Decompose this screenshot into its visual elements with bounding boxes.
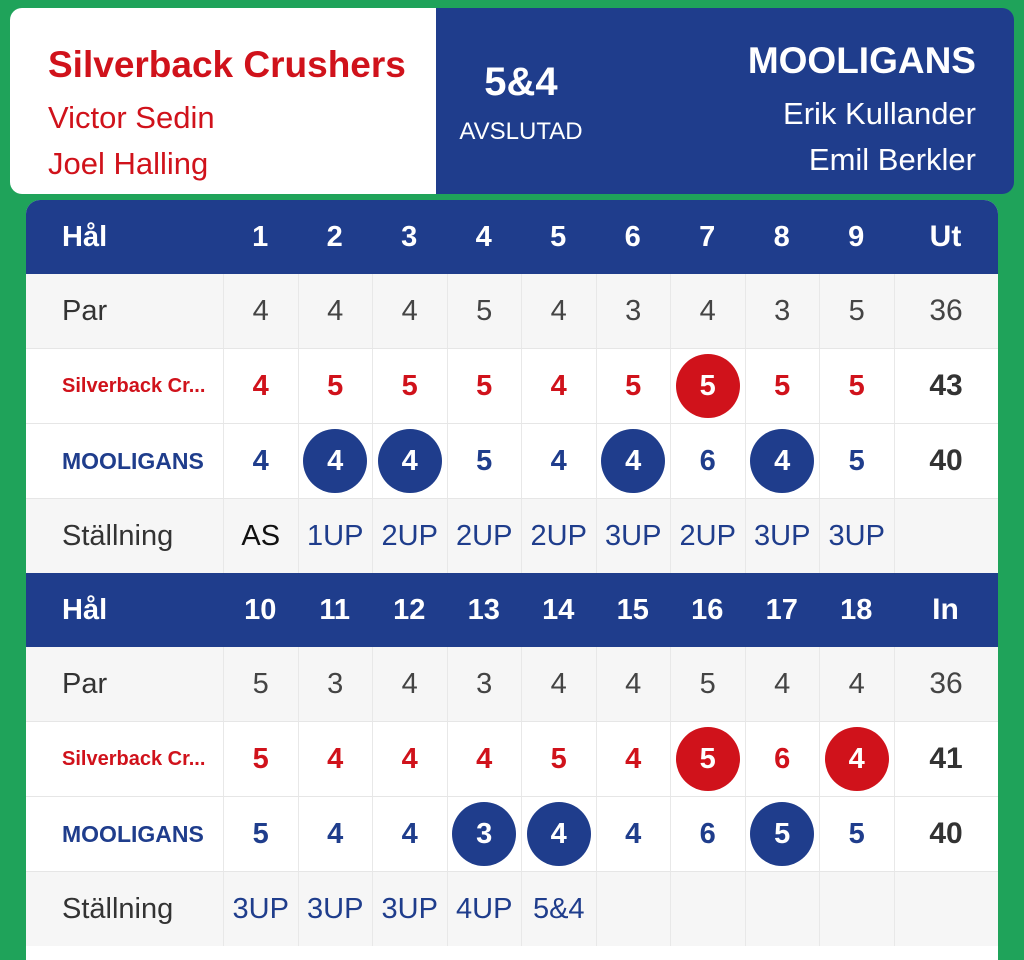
team2-score-row-cell: 5	[447, 424, 522, 498]
par-row-label: Par	[62, 294, 108, 327]
team2-score-row-cell: 6	[670, 797, 745, 871]
team2-score-row-total: 40	[894, 424, 998, 498]
team1-score-row-cell: 4	[447, 722, 522, 796]
team2-score-row-cell	[298, 424, 373, 498]
par-row-cell: 5	[223, 647, 298, 721]
standing-row-cell: 3UP	[372, 872, 447, 946]
team1-score-row-cell: 5	[745, 349, 820, 423]
hole-winner-marker: 4	[378, 429, 442, 493]
standing-row-label: Ställning	[62, 892, 174, 925]
standing-row-cell: 5&4	[521, 872, 596, 946]
standing-row-cell	[596, 872, 671, 946]
team1-score-row-label: Silverback Cr...	[62, 374, 206, 397]
team1-score-row-cell: 5	[372, 349, 447, 423]
hole-row-cell: 8	[773, 220, 790, 253]
hole-row-cell: 7	[699, 220, 716, 253]
par-row-cell: 3	[745, 274, 820, 348]
par-row-cell: 4	[372, 274, 447, 348]
team2-score-row-cell	[372, 424, 447, 498]
standing-row-cell: 3UP	[596, 499, 671, 573]
hole-row-cell: 17	[765, 593, 798, 626]
hole-row-cell: 6	[624, 220, 641, 253]
team2-score-row-label: MOOLIGANS	[62, 820, 204, 847]
hole-row-total: Ut	[929, 220, 962, 253]
standing-row-cell	[819, 872, 894, 946]
left-player-2: Joel Halling	[48, 146, 209, 181]
hole-row-cell: 16	[691, 593, 724, 626]
standing-row-cell	[745, 872, 820, 946]
team1-score-row	[26, 721, 998, 796]
hole-winner-marker: 4	[527, 802, 591, 866]
team2-score-row-cell: 4	[596, 797, 671, 871]
standing-row	[26, 498, 998, 573]
team2-score-row-cell	[745, 424, 820, 498]
standing-row-cell: 2UP	[372, 499, 447, 573]
team1-score-row-label: Silverback Cr...	[62, 747, 206, 770]
team1-score-row-cell: 4	[298, 722, 373, 796]
team2-score-row-cell: 4	[298, 797, 373, 871]
par-row-cell: 4	[372, 647, 447, 721]
team1-score-row-cell	[819, 722, 894, 796]
team1-score-row-cell: 4	[521, 349, 596, 423]
team2-score-row-cell: 5	[819, 424, 894, 498]
team1-score-row-total: 41	[894, 722, 998, 796]
hole-row-cell: 13	[467, 593, 500, 626]
standing-row-total	[894, 872, 998, 946]
hole-row-label: Hål	[62, 593, 108, 626]
team2-score-row-cell: 4	[372, 797, 447, 871]
left-team-name: Silverback Crushers	[48, 44, 406, 85]
hole-winner-marker: 5	[750, 802, 814, 866]
par-row	[26, 647, 998, 721]
hole-row-cell: 15	[616, 593, 649, 626]
par-row-cell: 4	[521, 647, 596, 721]
team1-score-row-cell: 5	[447, 349, 522, 423]
scorecard	[26, 200, 998, 960]
standing-row-cell: 2UP	[670, 499, 745, 573]
hole-winner-marker: 4	[825, 727, 889, 791]
match-header	[10, 8, 1014, 194]
standing-row-cell: 2UP	[521, 499, 596, 573]
match-result	[446, 60, 596, 146]
team2-score-row-cell: 6	[670, 424, 745, 498]
standing-row-cell: 2UP	[447, 499, 522, 573]
hole-row-cell: 11	[319, 593, 351, 626]
par-row-cell: 5	[447, 274, 522, 348]
team2-score-row-cell: 5	[223, 797, 298, 871]
right-team-names	[748, 40, 976, 188]
hole-row-cell: 18	[840, 593, 873, 626]
team1-score-row-cell: 5	[596, 349, 671, 423]
right-player-1: Erik Kullander	[783, 96, 976, 131]
hole-row-cell: 2	[326, 220, 343, 253]
hole-winner-marker: 3	[452, 802, 516, 866]
hole-winner-marker: 4	[601, 429, 665, 493]
standing-row-cell: 3UP	[223, 872, 298, 946]
par-row-cell: 5	[819, 274, 894, 348]
team1-score-row-cell: 5	[298, 349, 373, 423]
team1-score-row-cell: 5	[223, 722, 298, 796]
front-nine	[26, 200, 998, 573]
standing-row-cell: 1UP	[298, 499, 373, 573]
standing-row-cell: 3UP	[745, 499, 820, 573]
back-nine	[26, 573, 998, 946]
team1-score-row-cell	[670, 349, 745, 423]
team1-score-row-cell: 4	[372, 722, 447, 796]
hole-winner-marker: 4	[750, 429, 814, 493]
team1-score-row	[26, 348, 998, 423]
hole-row-total: In	[932, 593, 959, 626]
hole-row-cell: 1	[252, 220, 269, 253]
par-row-cell: 3	[298, 647, 373, 721]
right-player-2: Emil Berkler	[808, 142, 976, 177]
right-team-name: MOOLIGANS	[747, 40, 976, 81]
team2-score-row	[26, 796, 998, 871]
team2-score-row-cell	[447, 797, 522, 871]
hole-row-cell: 10	[244, 593, 277, 626]
par-row	[26, 274, 998, 348]
right-team-panel	[436, 8, 1014, 194]
par-row-cell: 3	[447, 647, 522, 721]
par-row-total: 36	[894, 274, 998, 348]
hole-winner-marker: 4	[303, 429, 367, 493]
hole-row	[26, 573, 998, 647]
standing-row-total	[894, 499, 998, 573]
left-team-panel	[10, 8, 436, 194]
team2-score-row-label: MOOLIGANS	[62, 447, 204, 474]
team2-score-row-total: 40	[894, 797, 998, 871]
par-row-cell: 4	[521, 274, 596, 348]
team2-score-row	[26, 423, 998, 498]
team2-score-row-cell: 5	[819, 797, 894, 871]
team1-score-row-cell: 6	[745, 722, 820, 796]
par-row-cell: 4	[298, 274, 373, 348]
left-player-1: Victor Sedin	[48, 100, 215, 135]
team1-score-row-total: 43	[894, 349, 998, 423]
standing-row-cell: AS	[223, 499, 298, 573]
match-status: AVSLUTAD	[459, 118, 583, 145]
hole-winner-marker: 5	[676, 727, 740, 791]
team1-score-row-cell: 5	[521, 722, 596, 796]
team2-score-row-cell	[596, 424, 671, 498]
hole-row-cell: 12	[393, 593, 426, 626]
par-row-cell: 4	[670, 274, 745, 348]
par-row-total: 36	[894, 647, 998, 721]
hole-row-cell: 4	[475, 220, 492, 253]
team2-score-row-cell	[745, 797, 820, 871]
par-row-cell: 4	[745, 647, 820, 721]
hole-row-cell: 14	[542, 593, 575, 626]
team1-score-row-cell	[670, 722, 745, 796]
standing-row-label: Ställning	[62, 519, 174, 552]
par-row-cell: 4	[819, 647, 894, 721]
hole-row-label: Hål	[62, 220, 108, 253]
team1-score-row-cell: 4	[596, 722, 671, 796]
team1-score-row-cell: 4	[223, 349, 298, 423]
par-row-cell: 4	[223, 274, 298, 348]
par-row-cell: 5	[670, 647, 745, 721]
par-row-cell: 4	[596, 647, 671, 721]
par-row-label: Par	[62, 667, 108, 700]
standing-row-cell: 4UP	[447, 872, 522, 946]
standing-row	[26, 871, 998, 946]
team2-score-row-cell: 4	[223, 424, 298, 498]
team2-score-row-cell: 4	[521, 424, 596, 498]
standing-row-cell: 3UP	[298, 872, 373, 946]
team2-score-row-cell	[521, 797, 596, 871]
standing-row-cell	[670, 872, 745, 946]
team1-score-row-cell: 5	[819, 349, 894, 423]
par-row-cell: 3	[596, 274, 671, 348]
hole-winner-marker: 5	[676, 354, 740, 418]
hole-row	[26, 200, 998, 274]
match-score: 5&4	[484, 60, 558, 104]
hole-row-cell: 9	[848, 220, 865, 253]
hole-row-cell: 5	[550, 220, 567, 253]
hole-row-cell: 3	[401, 220, 418, 253]
standing-row-cell: 3UP	[819, 499, 894, 573]
